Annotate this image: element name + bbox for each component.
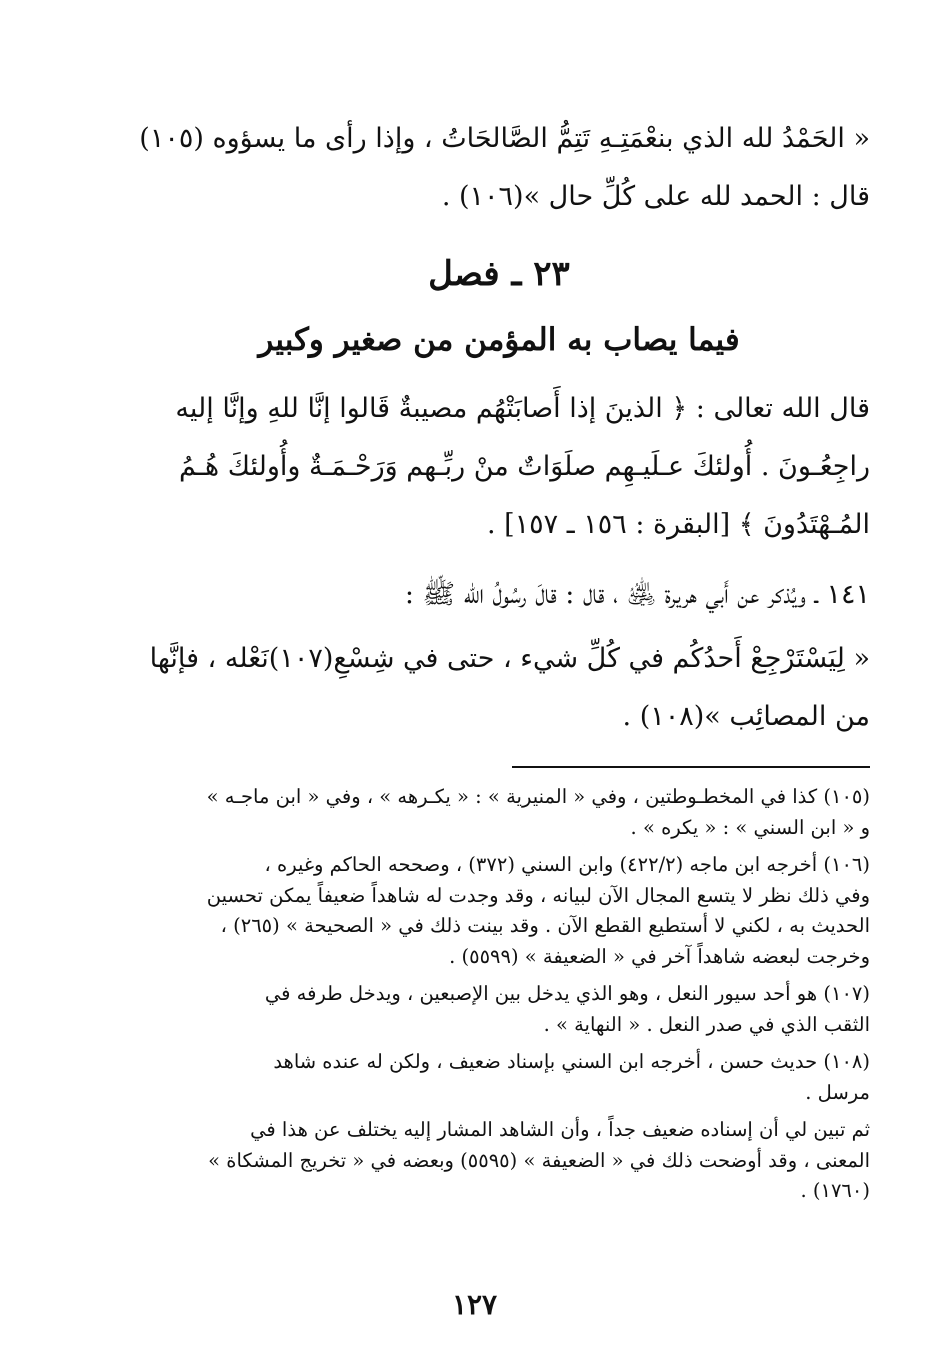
hadith-intro xyxy=(128,566,870,624)
footnote-line: الثقب الذي في صدر النعل . « النهاية » . xyxy=(543,1012,870,1036)
page-body xyxy=(128,110,870,1207)
footnote-divider xyxy=(512,766,870,768)
hadith-text xyxy=(128,630,870,746)
footnote-line: (١٧٦٠) . xyxy=(800,1179,870,1202)
hadith-line: من المصائِب »(١٠٨) . xyxy=(622,701,870,732)
footnotes xyxy=(128,782,870,1207)
footnote-107 xyxy=(128,979,870,1040)
footnote-line: و « ابن السني » : « يكره » . xyxy=(630,815,870,839)
footnote-line: وفي ذلك نظر لا يتسع المجال الآن لبيانه ، وقد وجدت له شاهداً ضعيفاً يمكن تحسين xyxy=(206,883,870,907)
footnote-line: الحديث به ، لكني لا أستطيع القطع الآن . وقد بينت ذلك في « الصحيحة » (٢٦٥) ، xyxy=(220,914,870,937)
footnote-106 xyxy=(128,850,870,972)
footnote-line: المعنى ، وقد أوضحت ذلك في « الضعيفة » (٥٥٩٥) وبعضه في « تخريج المشكاة » xyxy=(208,1148,870,1172)
verse-line: المُـهْتَدُونَ ﴾ [البقرة : ١٥٦ ـ ١٥٧] . xyxy=(486,509,870,540)
quran-verse xyxy=(128,380,870,554)
footnote-108 xyxy=(128,1047,870,1108)
footnote-line: (١٠٧) هو أحد سيور النعل ، وهو الذي يدخل بين الإصبعين ، ويدخل طرفه في xyxy=(264,982,870,1005)
text-line: قال : الحمد لله على كُلِّ حال »(١٠٦) . xyxy=(441,181,870,212)
footnote-105 xyxy=(128,782,870,843)
hadith-line: « لِيَسْتَرْجِعْ أَحدُكُم في كُلِّ شيء ، حتى في شِسْعِ(١٠٧)نَعْله ، فإنَّها xyxy=(149,643,870,674)
footnote-108-addendum xyxy=(128,1115,870,1207)
footnote-line: ثم تبين لي أن إسناده ضعيف جداً ، وأن الشاهد المشار إليه يختلف عن هذا في xyxy=(250,1118,870,1141)
page-number: ١٢٧ xyxy=(451,1288,498,1321)
opening-dua xyxy=(128,110,870,226)
verse-line: قال الله تعالى : ﴿ الذينَ إذا أَصابَتْهُم مصيبةٌ قَالوا إنَّا للهِ وإنَّا إليه xyxy=(175,393,870,424)
chapter-subtitle: فيما يصاب به المؤمن من صغير وكبير xyxy=(258,322,740,358)
footnote-line: (١٠٥) كذا في المخطـوطتين ، وفي « المنيرية » : « يكـرهه » ، وفي « ابن ماجـه » xyxy=(206,785,870,808)
chapter-title: ٢٣ ـ فصل xyxy=(428,254,570,294)
text-line: « الحَمْدُ لله الذي بنعْمَتِـهِ تَتِمُّ الصَّالحَاتُ ، وإذا رأى ما يسؤوه (١٠٥) xyxy=(139,123,870,154)
footnote-line: (١٠٨) حديث حسن ، أخرجه ابن السني بإسناد ضعيف ، ولكن له عنده شاهد xyxy=(273,1050,870,1073)
footnote-line: (١٠٦) أخرجه ابن ماجه (٤٢٢/٢) وابن السني (٣٧٢) ، وصححه الحاكم وغيره ، xyxy=(264,853,870,876)
verse-line: راجِعُـونَ . أُولئكَ عـلَيـهِم صلَوَاتٌ منْ ربِّـهم وَرَحْـمَـةٌ وأُولئكَ هُـمُ xyxy=(179,451,870,482)
footnote-line: مرسل . xyxy=(805,1080,870,1104)
hadith-intro-line: ١٤١ ـ ويُذكر عن أَبي هريرة ﵁ ، قال : قالَ رسُولُ الله ﷺ : xyxy=(404,579,870,610)
footnote-line: وخرجت لبعضه شاهداً آخر في « الضعيفة » (٥٥٩٩) . xyxy=(449,944,870,968)
